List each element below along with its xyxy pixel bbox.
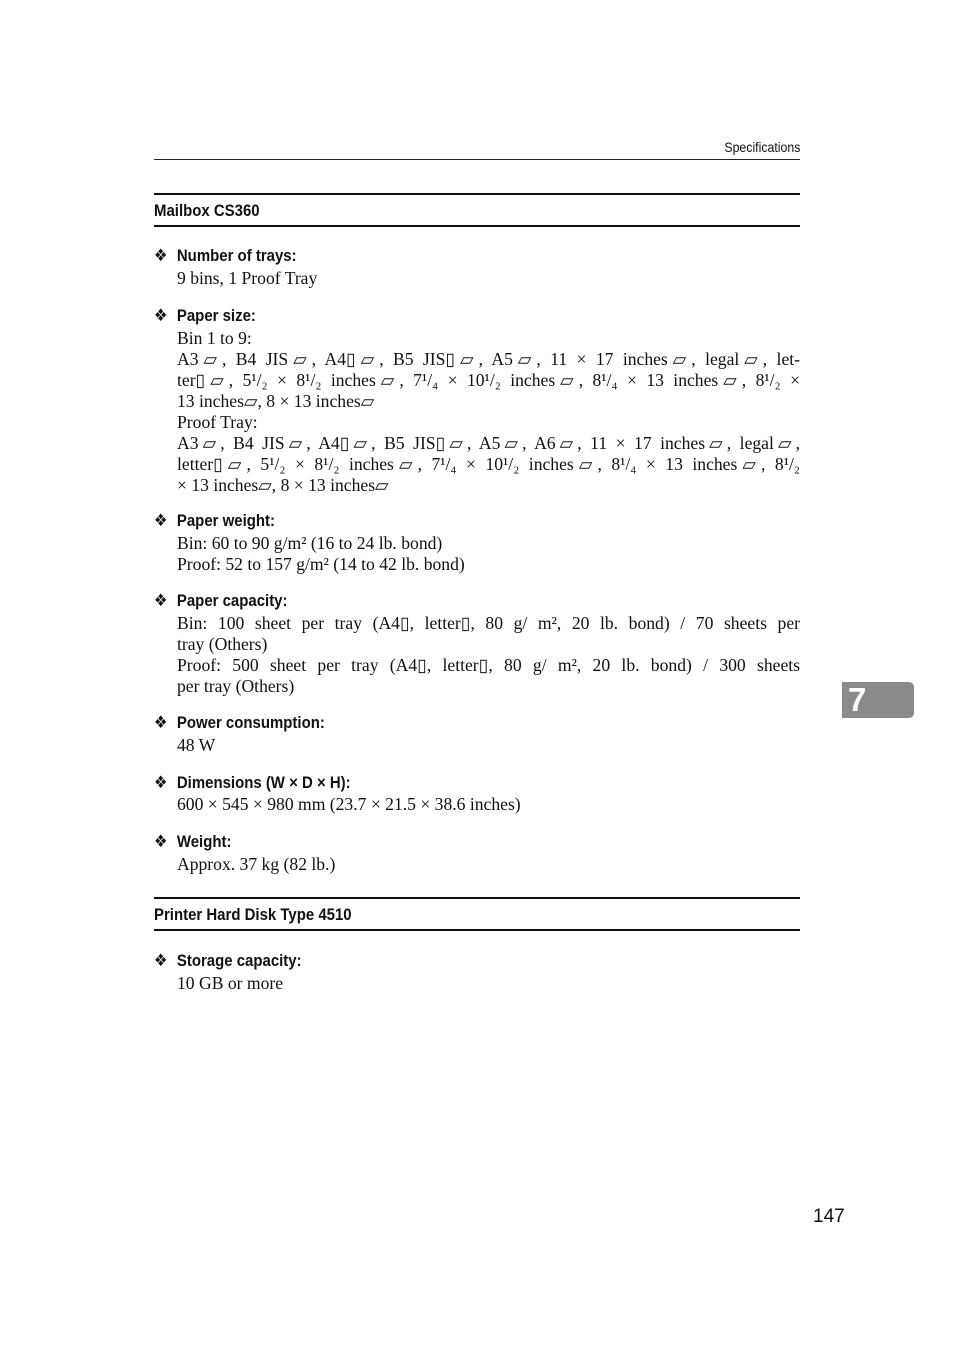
- running-header-title: Specifications: [723, 139, 800, 155]
- spec-value: ter▯▱, 5¹/₂ × 8¹/₂ inches▱, 7¹/₄ × 10¹/₂ inches▱, 8¹/₄ × 13 inches▱, 8¹/₂ ×: [177, 370, 800, 390]
- spec-label-weight: ❖ Weight:: [154, 832, 232, 851]
- spec-label-paper-weight: ❖ Paper weight:: [154, 511, 275, 530]
- spec-label-power-consumption: ❖ Power consumption:: [154, 713, 325, 732]
- running-header: [154, 136, 800, 160]
- spec-value: Bin 1 to 9:: [177, 328, 252, 348]
- spec-value: per tray (Others): [177, 676, 295, 696]
- spec-value: Proof: 500 sheet per tray (A4▯, letter▯, 80 g/ m², 20 lb. bond) / 300 sheets: [177, 655, 800, 675]
- spec-value: Proof Tray:: [177, 412, 258, 432]
- diamond-bullet-icon: ❖: [154, 951, 168, 970]
- section-heading-mailbox: [154, 193, 800, 227]
- spec-value: A3▱, B4 JIS▱, A4▯▱, B5 JIS▯▱, A5▱, A6▱, 11 × 17 inches▱, legal▱,: [177, 433, 800, 453]
- diamond-bullet-icon: ❖: [154, 246, 168, 265]
- spec-value: 13 inches▱, 8 × 13 inches▱: [177, 391, 375, 411]
- spec-label-number-of-trays: ❖ Number of trays:: [154, 246, 297, 265]
- spec-value: A3▱, B4 JIS▱, A4▯▱, B5 JIS▯▱, A5▱, 11 × 17 inches▱, legal▱, let-: [177, 349, 800, 369]
- diamond-bullet-icon: ❖: [154, 713, 168, 732]
- spec-value: 10 GB or more: [177, 973, 284, 993]
- spec-label-storage-capacity: ❖ Storage capacity:: [154, 951, 302, 970]
- diamond-bullet-icon: ❖: [154, 773, 168, 792]
- chapter-number: 7: [848, 681, 867, 718]
- diamond-bullet-icon: ❖: [154, 591, 168, 610]
- diamond-bullet-icon: ❖: [154, 511, 168, 530]
- spec-value: Proof: 52 to 157 g/m² (14 to 42 lb. bond): [177, 554, 465, 574]
- section-title: Printer Hard Disk Type 4510: [154, 905, 352, 924]
- page-number: 147: [813, 1206, 845, 1227]
- spec-value: × 13 inches▱, 8 × 13 inches▱: [177, 475, 389, 495]
- diamond-bullet-icon: ❖: [154, 832, 168, 851]
- spec-value: tray (Others): [177, 634, 268, 654]
- spec-value: 600 × 545 × 980 mm (23.7 × 21.5 × 38.6 inches): [177, 794, 521, 814]
- section-title: Mailbox CS360: [154, 201, 260, 220]
- chapter-tab: [842, 682, 914, 718]
- spec-value: Bin: 60 to 90 g/m² (16 to 24 lb. bond): [177, 533, 443, 553]
- spec-value: Bin: 100 sheet per tray (A4▯, letter▯, 80 g/ m², 20 lb. bond) / 70 sheets per: [177, 613, 800, 633]
- spec-label-paper-size: ❖ Paper size:: [154, 306, 256, 325]
- spec-value: letter▯▱, 5¹/₂ × 8¹/₂ inches▱, 7¹/₄ × 10¹/₂ inches▱, 8¹/₄ × 13 inches▱, 8¹/₂: [177, 454, 800, 474]
- spec-value: Approx. 37 kg (82 lb.): [177, 854, 336, 874]
- spec-value: 9 bins, 1 Proof Tray: [177, 268, 318, 288]
- spec-label-paper-capacity: ❖ Paper capacity:: [154, 591, 288, 610]
- diamond-bullet-icon: ❖: [154, 306, 168, 325]
- spec-value: 48 W: [177, 735, 216, 755]
- section-heading-hard-disk: [154, 897, 800, 931]
- spec-label-dimensions: ❖ Dimensions (W × D × H):: [154, 773, 351, 792]
